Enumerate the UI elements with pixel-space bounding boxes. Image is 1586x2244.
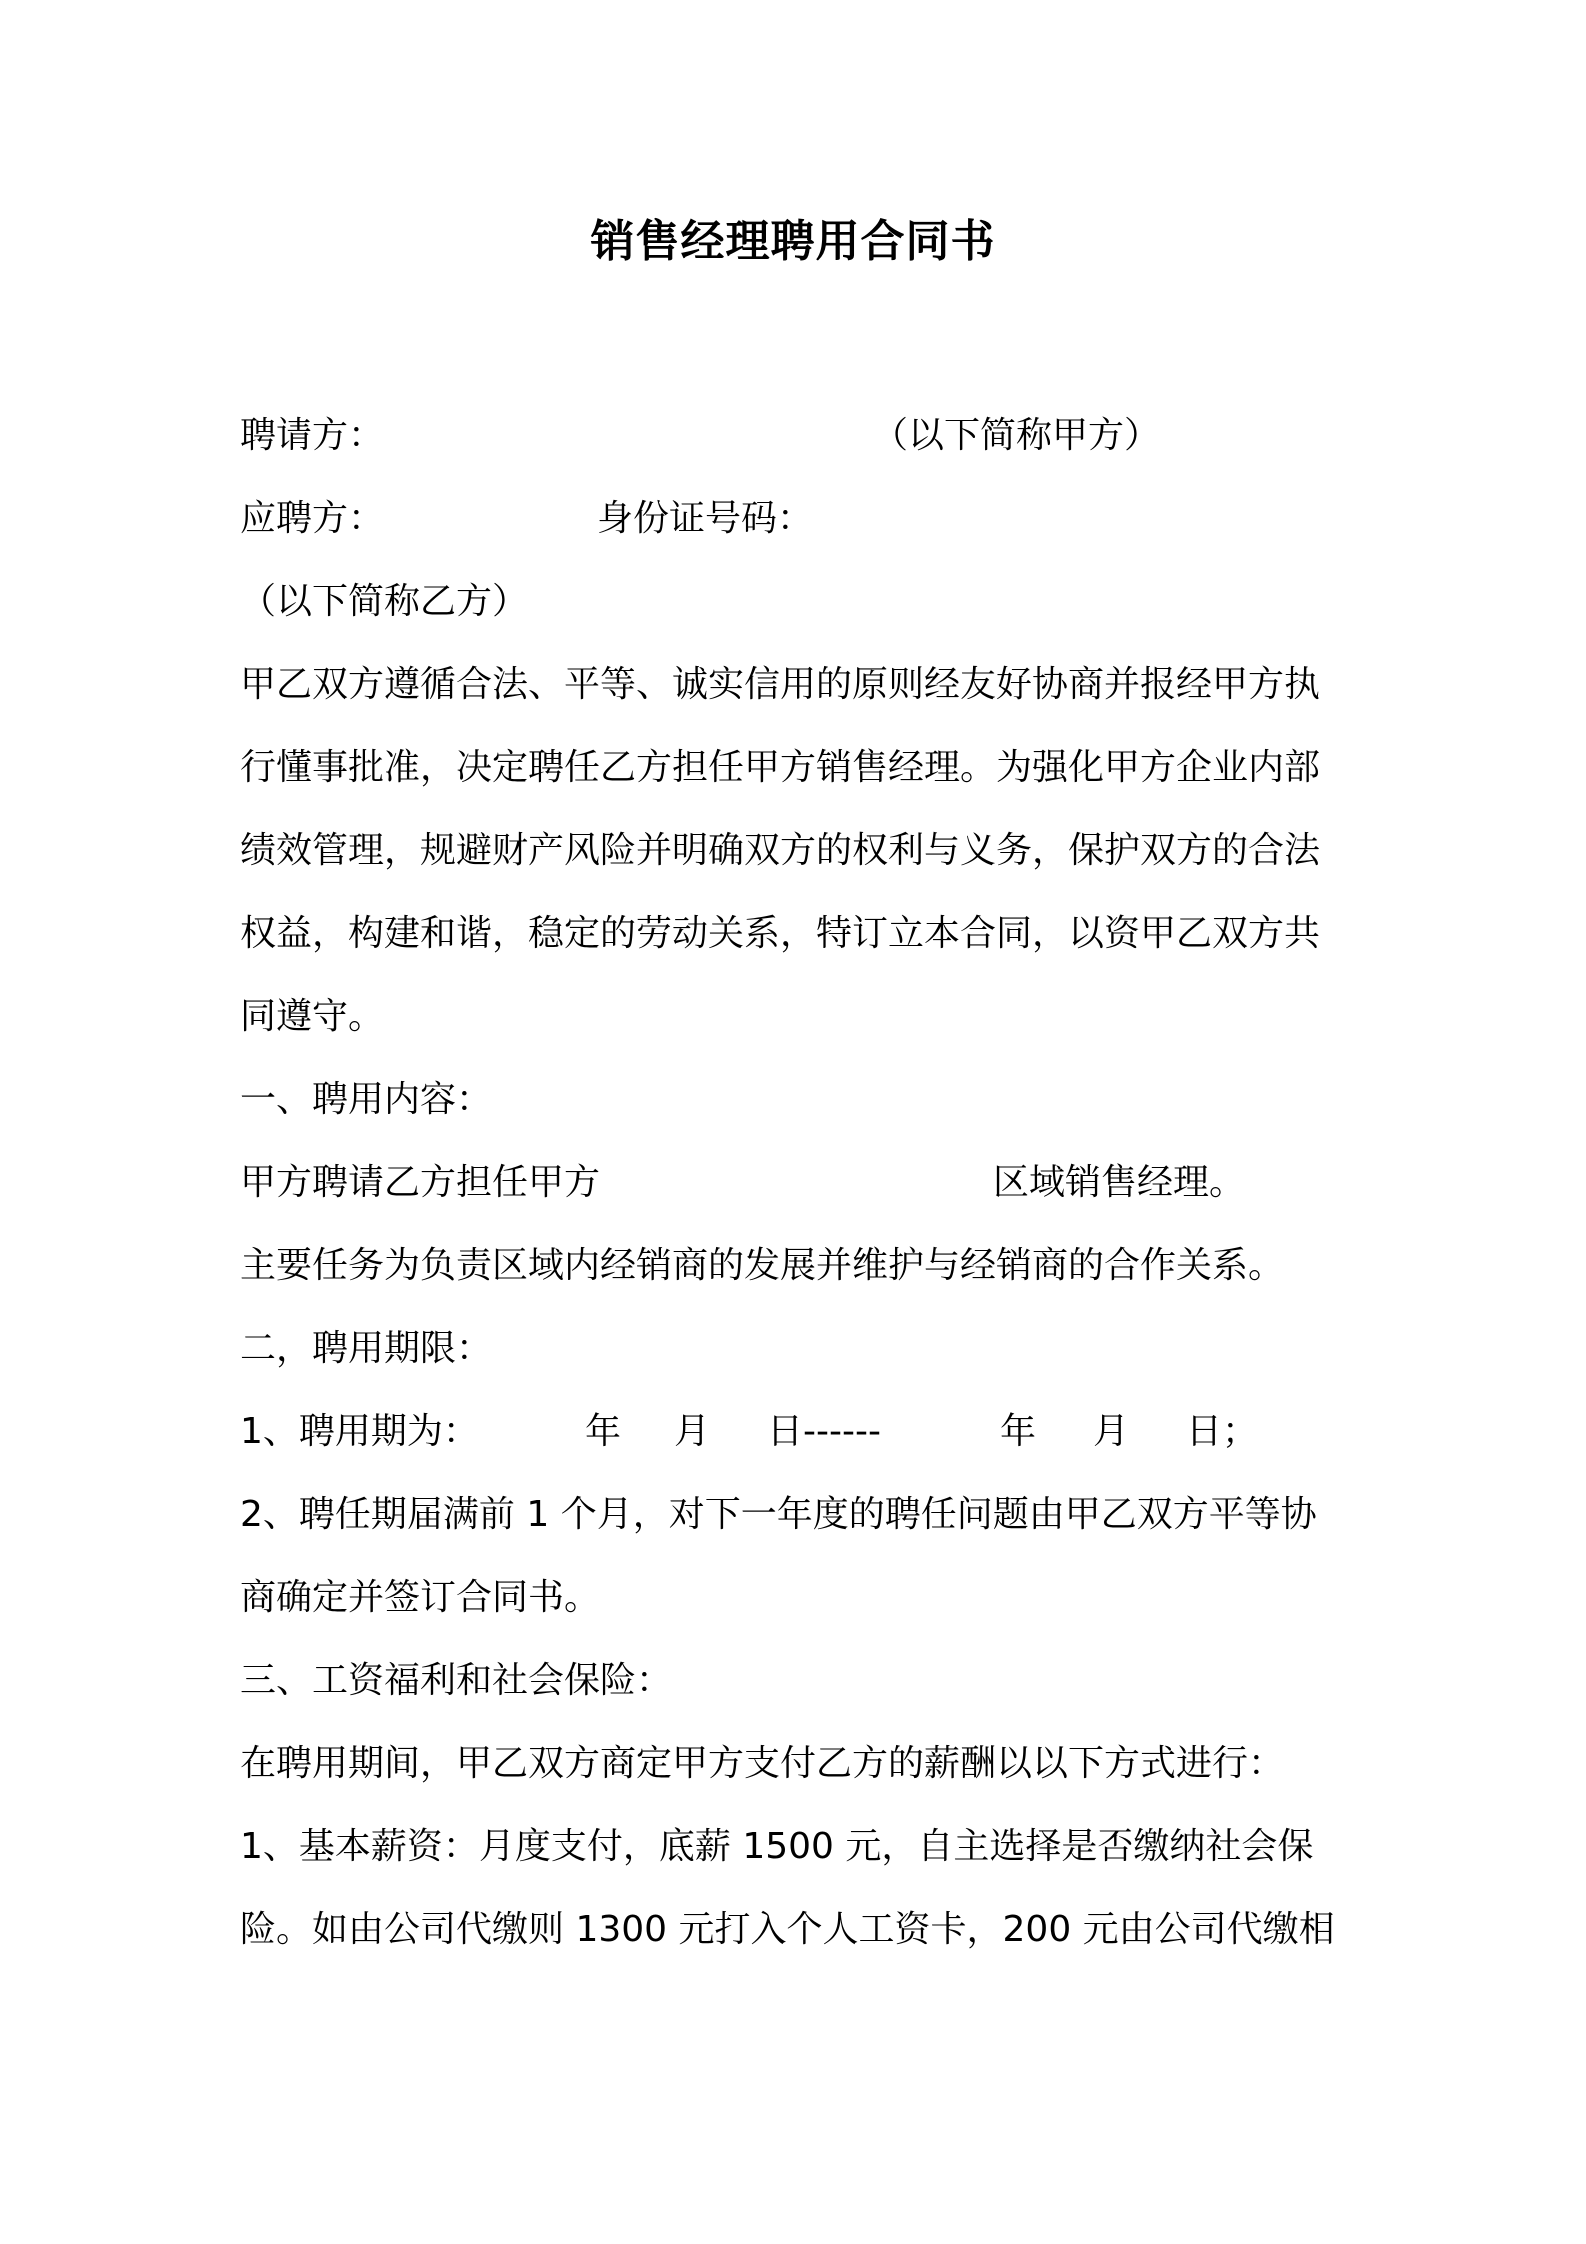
start-year-label: 年 <box>585 1411 622 1452</box>
term-label: 1、聘用期为： <box>240 1411 479 1452</box>
renewal-line: 商确定并签订合同书。 <box>240 1577 601 1618</box>
employee-label: 应聘方： <box>240 498 385 539</box>
start-month-label: 月 <box>674 1411 711 1452</box>
end-year-label: 年 <box>1000 1411 1037 1452</box>
preamble-line: 绩效管理，规避财产风险并明确双方的权利与义务，保护双方的合法 <box>240 830 1321 871</box>
employer-note: （以下简称甲方） <box>872 415 1161 456</box>
preamble-line: 甲乙双方遵循合法、平等、诚实信用的原则经友好协商并报经甲方执 <box>240 664 1321 705</box>
renewal-line: 2、聘任期届满前 1 个月，对下一年度的聘任问题由甲乙双方平等协 <box>240 1494 1317 1535</box>
salary-intro: 在聘用期间，甲乙双方商定甲方支付乙方的薪酬以以下方式进行： <box>240 1743 1285 1784</box>
preamble-line: 行懂事批准，决定聘任乙方担任甲方销售经理。为强化甲方企业内部 <box>240 747 1321 788</box>
position-prefix: 甲方聘请乙方担任甲方 <box>240 1162 601 1203</box>
section-heading: 三、工资福利和社会保险： <box>240 1660 673 1701</box>
end-month-label: 月 <box>1093 1411 1130 1452</box>
start-day-label: 日------ <box>767 1411 881 1452</box>
duties-line: 主要任务为负责区域内经销商的发展并维护与经销商的合作关系。 <box>240 1245 1285 1286</box>
salary-line: 1、基本薪资：月度支付，底薪 1500 元，自主选择是否缴纳社会保 <box>240 1826 1314 1867</box>
id-number-label: 身份证号码： <box>597 498 814 539</box>
end-day-label: 日； <box>1186 1411 1259 1452</box>
preamble-line: 同遵守。 <box>240 996 385 1037</box>
position-suffix: 区域销售经理。 <box>993 1162 1246 1203</box>
employee-note: （以下简称乙方） <box>240 581 529 622</box>
section-heading: 二，聘用期限： <box>240 1328 493 1369</box>
preamble-line: 权益，构建和谐，稳定的劳动关系，特订立本合同，以资甲乙双方共 <box>240 913 1321 954</box>
document-title: 销售经理聘用合同书 <box>590 216 996 267</box>
salary-line: 险。如由公司代缴则 1300 元打入个人工资卡，200 元由公司代缴相 <box>240 1909 1335 1950</box>
employer-label: 聘请方： <box>240 415 385 456</box>
section-heading: 一、聘用内容： <box>240 1079 493 1120</box>
